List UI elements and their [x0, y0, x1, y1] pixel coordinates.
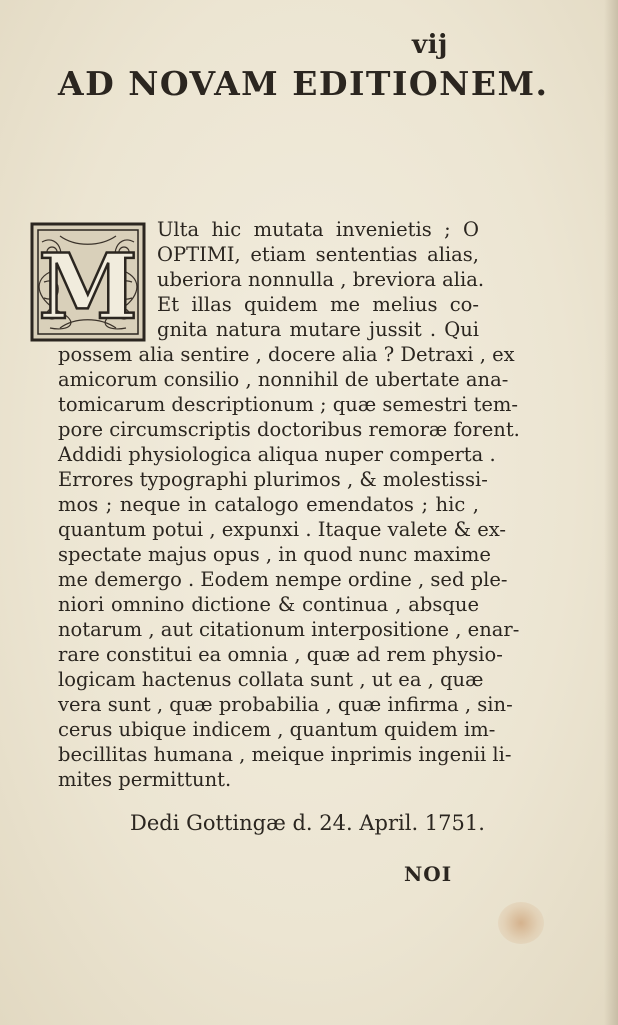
text-line-11: Errores typographi plurimos , & molestissi-	[58, 468, 488, 491]
decorated-initial-m	[30, 222, 146, 342]
text-line-16: niori omnino dictione & continua , absque	[58, 593, 479, 616]
text-line-23: mites permittunt.	[58, 768, 232, 791]
text-line-12: mos ; neque in catalogo emendatos ; hic ,	[58, 493, 479, 516]
text-line-21: cerus ubique indicem , quantum quidem im-	[58, 718, 496, 741]
text-line-4: Et illas quidem me melius co-	[157, 293, 479, 316]
text-line-6: possem alia sentire , docere alia ? Detraxi , ex	[58, 343, 515, 366]
text-line-2: OPTIMI, etiam sententias alias,	[157, 243, 479, 266]
text-line-17: notarum , aut citationum interpositione , enar-	[58, 618, 520, 641]
catchword: NOI	[404, 862, 453, 886]
text-line-3: uberiora nonnulla , breviora alia.	[157, 268, 485, 291]
text-line-20: vera sunt , quæ probabilia , quæ infirma , sin-	[58, 693, 513, 716]
text-line-8: tomicarum descriptionum ; quæ semestri tem-	[58, 393, 519, 416]
text-line-14: spectate majus opus , in quod nunc maxime	[58, 543, 491, 566]
dateline: Dedi Gottingæ d. 24. April. 1751.	[130, 811, 485, 835]
text-line-7: amicorum consilio , nonnihil de ubertate ana-	[58, 368, 509, 391]
paper-stain	[498, 902, 544, 944]
decorated-initial-icon	[30, 222, 146, 342]
text-line-1: Ulta hic mutata invenietis ; O	[157, 218, 479, 241]
text-line-9: pore circumscriptis doctoribus remoræ forent.	[58, 418, 520, 441]
page-edge-shadow	[604, 0, 618, 1025]
running-head: AD NOVAM EDITIONEM.	[58, 64, 549, 103]
text-line-19: logicam hactenus collata sunt , ut ea , quæ	[58, 668, 484, 691]
text-line-22: becillitas humana , meique inprimis ingenii li-	[58, 743, 512, 766]
text-line-15: me demergo . Eodem nempe ordine , sed ple-	[58, 568, 508, 591]
text-line-18: rare constitui ea omnia , quæ ad rem physio-	[58, 643, 503, 666]
initial-letter: M	[38, 234, 138, 340]
text-line-5: gnita natura mutare jussit . Qui	[157, 318, 479, 341]
text-line-10: Addidi physiologica aliqua nuper comperta .	[58, 443, 496, 466]
folio-number: vij	[412, 30, 448, 60]
text-line-13: quantum potui , expunxi . Itaque valete & ex-	[58, 518, 507, 541]
